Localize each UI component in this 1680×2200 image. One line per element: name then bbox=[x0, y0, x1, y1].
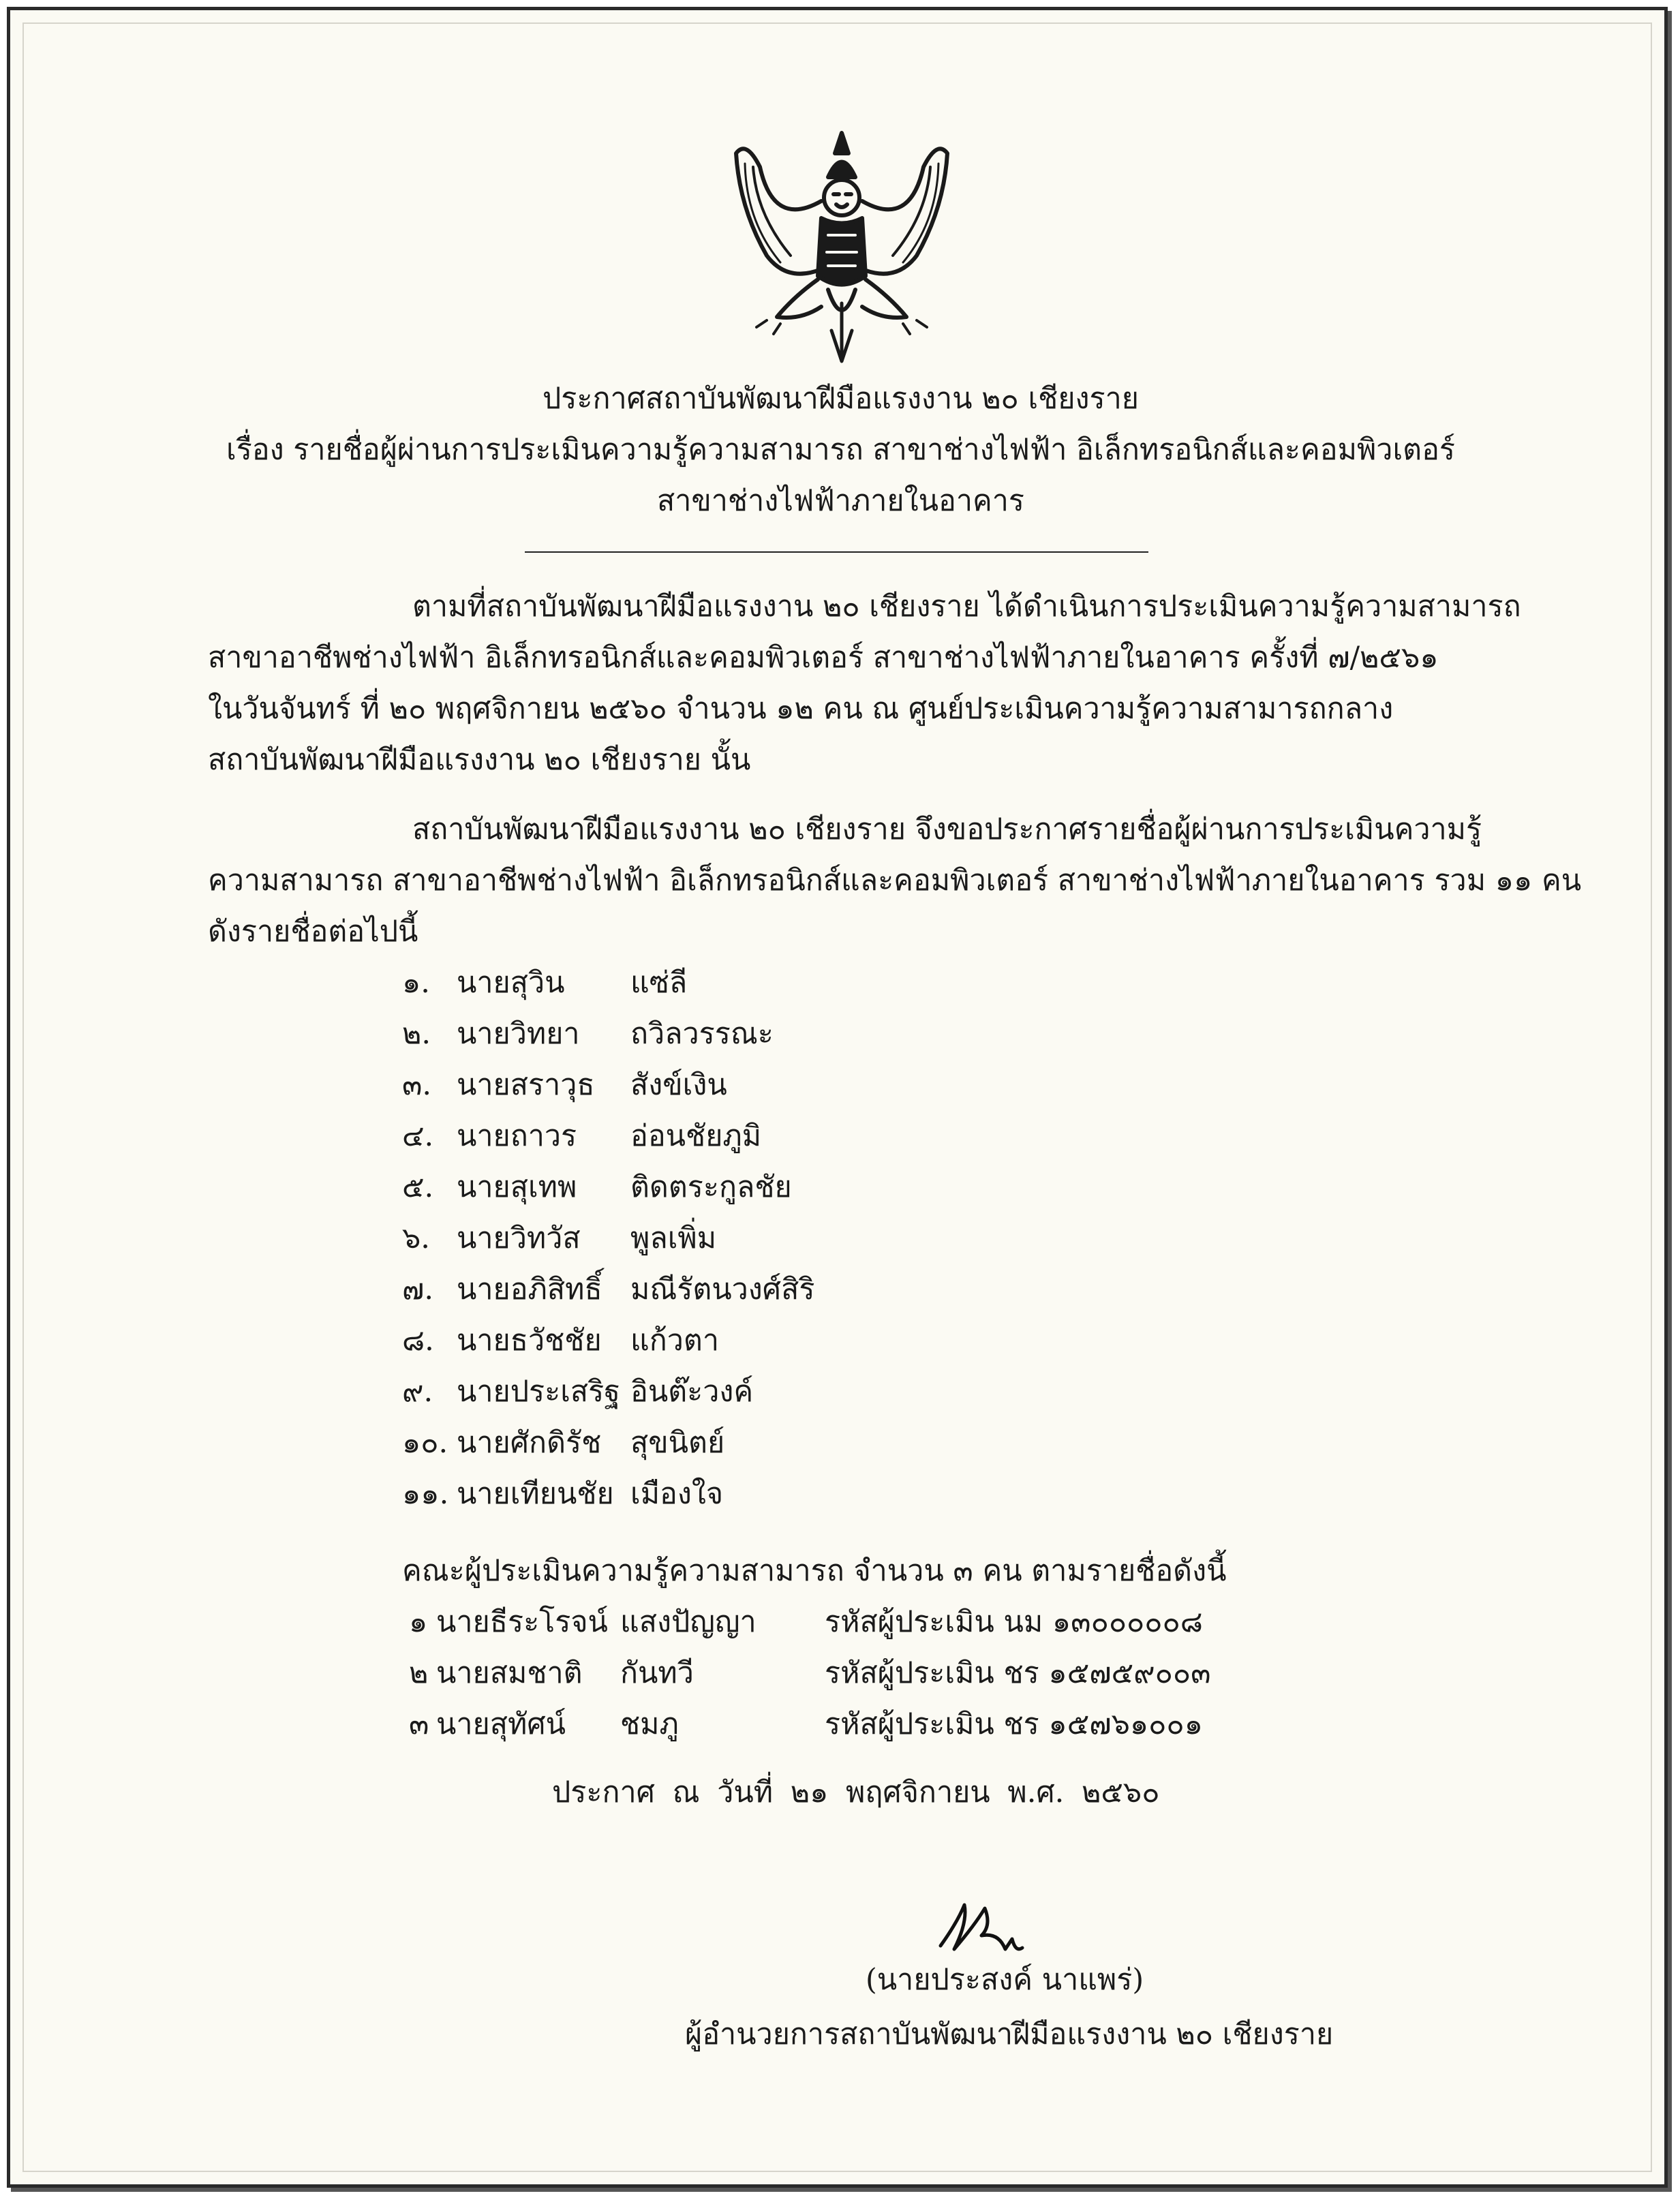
paragraph-1-line: สาขาอาชีพช่างไฟฟ้า อิเล็กทรอนิกส์และคอมพิวเตอร์ สาขาช่างไฟฟ้าภายในอาคาร ครั้งที่ ๗/๒๕๖๑ bbox=[208, 641, 1439, 675]
assessors-heading: คณะผู้ประเมินความรู้ความสามารถ จำนวน ๓ คน ตามรายชื่อดังนี้ bbox=[402, 1554, 1227, 1588]
paragraph-2-line: ดังรายชื่อต่อไปนี้ bbox=[208, 915, 418, 949]
announcement-subject: เรื่อง รายชื่อผู้ผ่านการประเมินความรู้ความสามารถ สาขาช่างไฟฟ้า อิเล็กทรอนิกส์และคอมพิวเตอร์ bbox=[226, 433, 1455, 467]
announcement-title: ประกาศสถาบันพัฒนาฝีมือแรงงาน ๒๐ เชียงราย bbox=[543, 382, 1139, 416]
paragraph-2-line: สถาบันพัฒนาฝีมือแรงงาน ๒๐ เชียงราย จึงขอประกาศรายชื่อผู้ผ่านการประเมินความรู้ bbox=[412, 812, 1482, 846]
signature-icon bbox=[927, 1895, 1029, 1963]
paragraph-1-line: สถาบันพัฒนาฝีมือแรงงาน ๒๐ เชียงราย นั้น bbox=[208, 743, 751, 777]
garuda-emblem-icon bbox=[726, 126, 958, 371]
paragraph-1 bbox=[208, 581, 1521, 786]
announcement-date: ประกาศ ณ วันที่ ๒๑ พฤศจิกายน พ.ศ. ๒๕๖๐ bbox=[552, 1775, 1160, 1809]
signatory-position: ผู้อำนวยการสถาบันพัฒนาฝีมือแรงงาน ๒๐ เชียงราย bbox=[685, 2017, 1334, 2051]
signatory-name: (นายประสงค์ นาแพร่) bbox=[866, 1963, 1144, 1997]
paragraph-1-line: ตามที่สถาบันพัฒนาฝีมือแรงงาน ๒๐ เชียงราย ได้ดำเนินการประเมินความรู้ความสามารถ bbox=[412, 590, 1521, 624]
paragraph-1-line: ในวันจันทร์ ที่ ๒๐ พฤศจิกายน ๒๕๖๐ จำนวน ๑๒ คน ณ ศูนย์ประเมินความรู้ความสามารถกลาง bbox=[208, 692, 1394, 726]
paragraph-2-line: ความสามารถ สาขาอาชีพช่างไฟฟ้า อิเล็กทรอนิกส์และคอมพิวเตอร์ สาขาช่างไฟฟ้าภายในอาคาร รวม ๑๑ คน bbox=[208, 864, 1582, 898]
title-divider bbox=[525, 551, 1148, 553]
paragraph-2 bbox=[208, 804, 1582, 958]
document-page: ประกาศสถาบันพัฒนาฝีมือแรงงาน ๒๐ เชียงราย เรื่อง รายชื่อผู้ผ่านการประเมินความรู้ความสามารถ สาขาช่างไฟฟ้า อิเล็กทรอนิกส์และคอมพิวเตอร์ สาขาช่างไฟฟ้าภายในอาคาร ตามที่สถาบันพัฒนาฝีมือแรงงาน ๒๐ เชียงราย ได้ดำเนินการประเมินความรู้ความสามารถ สาขาอาชีพช่างไฟฟ้า อิเล็กทรอนิกส์และคอมพิวเตอร์ สาขาช่างไฟฟ้าภายในอาคาร ครั้งที่ ๗/๒๕๖๑ ในวันจันทร์ ที่ ๒๐ พฤศจิกายน ๒๕๖๐ จำนวน ๑๒ คน ณ ศูนย์ประเมินความรู้ความสามารถกลาง สถาบันพัฒนาฝีมือแรงงาน ๒๐ เชียงราย นั้น สถาบันพัฒนาฝีมือแรงงาน ๒๐ เชียงราย จึงขอประกาศรายชื่อผู้ผ่านการประเมินความรู้ ความสามารถ สาขาอาชีพช่างไฟฟ้า อิเล็กทรอนิกส์และคอมพิวเตอร์ สาขาช่างไฟฟ้าภายในอาคาร รวม ๑๑ คน ดังรายชื่อต่อไปนี้ ๑. นายสุวิน แซ่ลี ๒. นายวิทยา ถวิลวรรณะ ๓. นายสราวุธ สังข์เงิน ๔. นายถาวร อ่อนชัยภูมิ ๕. นายสุเทพ ติดตระกูลชัย ๖. นายวิทวัส พูลเพิ่ม ๗. นายอภิสิทธิ์ มณีรัตนวงศ์สิริ ๘. นายธวัชชัย แก้วตา ๙. นายประเสริฐ อินต๊ะวงค์ ๑๐. นายศักดิรัช สุขนิตย์ ๑๑. นายเทียนชัย เมืองใจ คณะผู้ประเมินความรู้ความสามารถ จำนวน ๓ คน ตามรายชื่อดังนี้ ๑ นายธีระโรจน์ แสงปัญญา รหัสผู้ประเมิน นม ๑๓๐๐๐๐๐๘ ๒ นายสมชาติ กันทวี รหัสผู้ประเมิน ชร ๑๕๗๕๙๐๐๓ ๓ นายสุทัศน์ ชมภู รหัสผู้ประเมิน ชร ๑๕๗๖๑๐๐๑ ประกาศ ณ วันที่ ๒๑ พฤศจิกายน พ.ศ. ๒๕๖๐ (นายประสงค์ นาแพร่) ผู้อำนวยการสถาบันพัฒนาฝีมือแรงงาน ๒๐ เชียงราย bbox=[7, 7, 1668, 2188]
announcement-subject-line2: สาขาช่างไฟฟ้าภายในอาคาร bbox=[657, 484, 1024, 518]
